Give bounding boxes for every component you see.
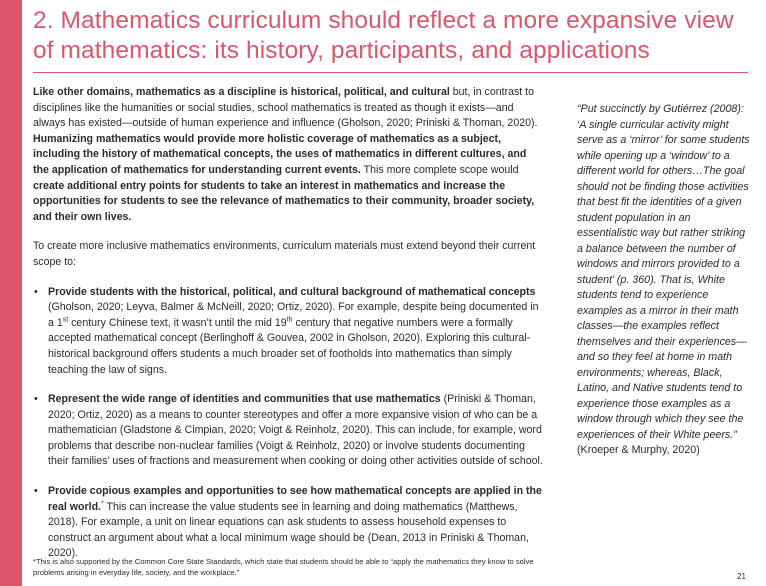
bullet-1-text-a: (Gholson, 2020; Leyva, Balmer & McNeill, 2020; Ortiz, 2020). For example, despite being documented in a 1: [48, 301, 539, 329]
list-item: [33, 484, 543, 562]
lead-in-paragraph: To create more inclusive mathematics environments, curriculum materials must extend beyond their current scope to:: [33, 240, 536, 268]
bullet-1-text-c: century that negative numbers were a formally accepted mathematical concept (Berlinghoff & Gouvea, 2002 in Gholson, 2020). Exploring this cultural-historical background offers students a much broader set of footholds into mathematics than simply teaching the law of signs.: [48, 316, 531, 376]
bullet-1-sup-a: st: [62, 316, 69, 324]
bullet-3-text: This can increase the value students see in learning and doing mathematics (Matthews, 2018). For example, a unit on linear equations can ask students to assess household expenses to construct an argument about what a local minimum wage should be (Dean, 2013 in Priniski & Thoman, 2020).: [48, 500, 529, 560]
bullet-2-text: (Priniski & Thoman, 2020; Ortiz, 2020) as a means to counter stereotypes and offer a more expansive vision of who can be a mathematician (Gladstone & Cimpian, 2020; Voigt & Reinholz, 2020). This can include, for example, word problems that describe non-nuclear families (Voigt & Reinholz, 2020) or involve students documenting their families’ uses of fractions and measurement when cooking or doing other activities outside of school.: [48, 393, 543, 468]
sidebar-quote: [577, 102, 752, 459]
footnote: *This is also supported by the Common Core State Standards, which state that students should be able to “apply the mathematics they know to solve problems arising in everyday life, society, and the workplace.”: [33, 557, 534, 577]
bullet-2-bold: Represent the wide range of identities and communities that use mathematics: [48, 393, 441, 406]
main-content: [33, 85, 543, 576]
intro-bold-2: Humanizing mathematics would provide more holistic coverage of mathematics as a subject, including the history of mathematical concepts, the uses of mathematics in different cultures, and the application of mathematics for understanding current events.: [33, 132, 527, 176]
bullet-1-sup-b: th: [286, 316, 293, 324]
accent-bar: [0, 0, 22, 586]
title-divider: [33, 72, 748, 73]
quote-text: “Put succinctly by Gutiérrez (2008): ‘A single curricular activity might serve as a ‘mirror’ for some students while opening up a ‘window’ to a different world for others…The goal should not be finding those activities that best fit the identities of a given student population in an essentialistic way but rather striking a balance between the number of windows and mirrors provided to a student’ (p. 360). That is, White students tend to experience examples as a mirror in their math classes—the examples reflect themselves and their experiences—and so they feel at home in math environments; whereas, Black, Latino, and Native students tend to experience those examples as a window through which they see the experiences of their White peers.”: [577, 103, 750, 441]
intro-text-2: This more complete scope would: [360, 163, 519, 176]
intro-paragraph: [33, 85, 543, 225]
list-item: [33, 392, 543, 470]
intro-bold-3: create additional entry points for students to take an interest in mathematics and increase the opportunities for students to see the relevance of mathematics to their community, broader society, and their own lives.: [33, 179, 535, 223]
bullet-3-bold: Provide copious examples and opportunities to see how mathematical concepts are applied in the real world.: [48, 485, 542, 513]
bullet-1-text-b: century Chinese text, it wasn’t until the mid 19: [68, 316, 287, 329]
quote-citation: (Kroeper & Murphy, 2020): [577, 444, 700, 456]
bullet-list: [33, 285, 543, 563]
list-item: [33, 285, 543, 379]
bullet-1-bold: Provide students with the historical, political, and cultural background of mathematical concepts: [48, 285, 536, 298]
bullet-dot: •: [34, 485, 38, 498]
bullet-dot: •: [34, 285, 38, 298]
page-title: 2. Mathematics curriculum should reflect a more expansive view of mathematics: its history, participants, and applications: [33, 7, 734, 64]
bullet-dot: •: [34, 393, 38, 406]
intro-text-1: but, in contrast to disciplines like the humanities or social studies, school mathematics is treated as though it exists—and always has existed—outside of human experience and influence (Gholson, 2020; Priniski & Thoman, 2020).: [33, 86, 538, 130]
intro-bold-1: Like other domains, mathematics as a discipline is historical, political, and cultural: [33, 86, 450, 98]
page-number: 21: [737, 572, 746, 581]
bullet-3-sup: *: [100, 500, 104, 508]
